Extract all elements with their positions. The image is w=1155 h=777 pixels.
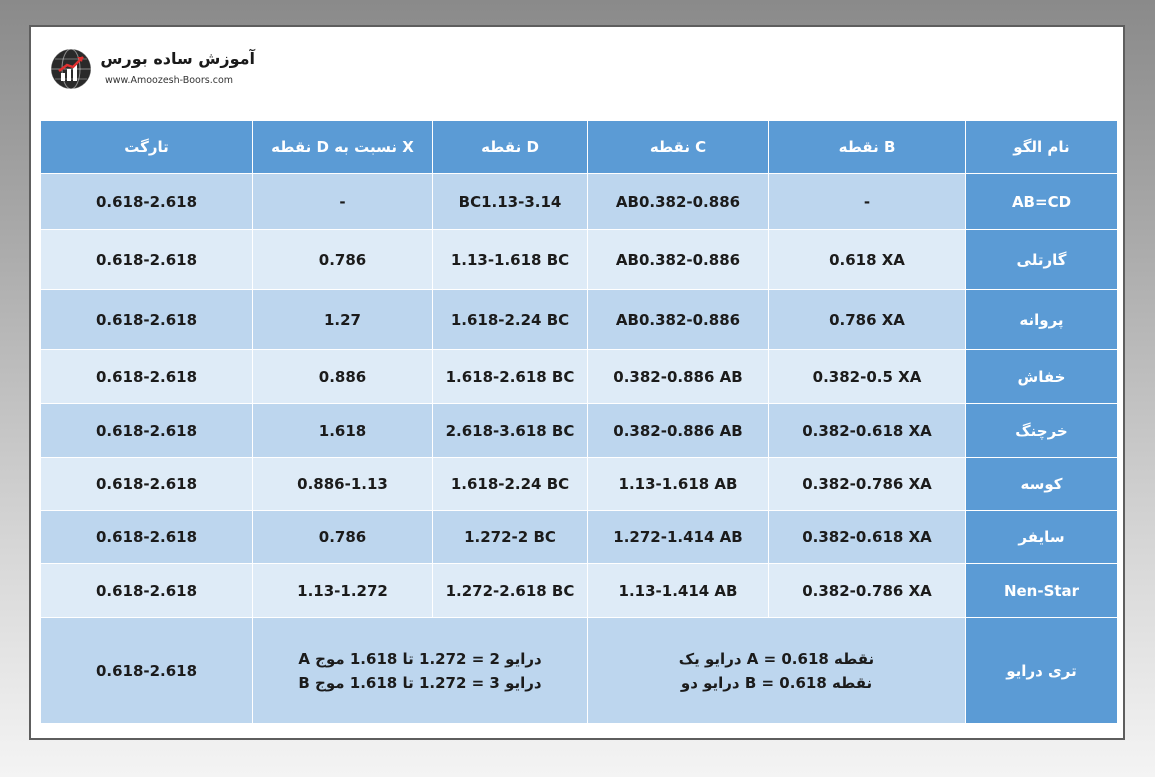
cell-pattern-name: AB=CD (966, 174, 1118, 230)
point-a-text: نقطه A = 0.618 درایو یک (678, 649, 875, 668)
cell-point-b: 0.382-0.786 XA (769, 458, 966, 511)
cell-point-b: 0.382-0.786 XA (769, 564, 966, 618)
cell-point-c: AB0.382-0.886 (588, 174, 769, 230)
table-row (41, 230, 1118, 290)
cell-drive-waves (253, 618, 588, 724)
cell-d-to-x: 1.13-1.272 (253, 564, 433, 618)
cell-pattern-name: کوسه (966, 458, 1118, 511)
cell-point-d: 1.618-2.24 BC (433, 458, 588, 511)
table-row (41, 618, 1118, 724)
cell-d-to-x: 0.786 (253, 230, 433, 290)
header-point-b: نقطه B (769, 121, 966, 174)
harmonic-patterns-table (40, 120, 1118, 724)
header-target: تارگت (41, 121, 253, 174)
cell-target: 0.618-2.618 (41, 458, 253, 511)
cell-points-ab (588, 618, 966, 724)
cell-point-d: BC1.13-3.14 (433, 174, 588, 230)
cell-d-to-x: 1.618 (253, 404, 433, 458)
header-point-c: نقطه C (588, 121, 769, 174)
cell-point-d: 1.618-2.24 BC (433, 290, 588, 350)
cell-target: 0.618-2.618 (41, 350, 253, 404)
cell-target: 0.618-2.618 (41, 290, 253, 350)
cell-point-c: 1.13-1.618 AB (588, 458, 769, 511)
cell-point-c: AB0.382-0.886 (588, 230, 769, 290)
cell-pattern-name: سایفر (966, 511, 1118, 564)
header-point-d-to-x: نقطه D نسبت به X (253, 121, 433, 174)
cell-pattern-name: خرچنگ (966, 404, 1118, 458)
cell-d-to-x: 1.27 (253, 290, 433, 350)
cell-point-b: 0.382-0.618 XA (769, 404, 966, 458)
table-row (41, 458, 1118, 511)
cell-point-c: 0.382-0.886 AB (588, 350, 769, 404)
content-card (29, 25, 1125, 740)
cell-target: 0.618-2.618 (41, 511, 253, 564)
cell-point-b: 0.786 XA (769, 290, 966, 350)
table-row (41, 511, 1118, 564)
cell-point-d: 1.272-2 BC (433, 511, 588, 564)
cell-pattern-name: Nen-Star (966, 564, 1118, 618)
cell-point-b: - (769, 174, 966, 230)
cell-point-b: 0.382-0.618 XA (769, 511, 966, 564)
cell-target: 0.618-2.618 (41, 174, 253, 230)
cell-pattern-name: تری درایو (966, 618, 1118, 724)
table-row (41, 174, 1118, 230)
table-row (41, 564, 1118, 618)
cell-point-c: 1.272-1.414 AB (588, 511, 769, 564)
table-header-row (41, 121, 1118, 174)
cell-point-d: 1.272-2.618 BC (433, 564, 588, 618)
drive-2-text: درایو 2 = 1.272 تا 1.618 موج A (298, 649, 542, 668)
table-row (41, 290, 1118, 350)
globe-chart-icon (49, 47, 93, 91)
cell-point-d: 1.618-2.618 BC (433, 350, 588, 404)
cell-d-to-x: 0.886 (253, 350, 433, 404)
cell-target: 0.618-2.618 (41, 230, 253, 290)
table-row (41, 404, 1118, 458)
cell-d-to-x: 0.886-1.13 (253, 458, 433, 511)
cell-pattern-name: پروانه (966, 290, 1118, 350)
cell-target: 0.618-2.618 (41, 404, 253, 458)
cell-point-b: 0.618 XA (769, 230, 966, 290)
logo-title: آموزش ساده بورس (100, 49, 255, 68)
drive-3-text: درایو 3 = 1.272 تا 1.618 موج B (298, 673, 542, 692)
cell-pattern-name: خفاش (966, 350, 1118, 404)
header-pattern-name: نام الگو (966, 121, 1118, 174)
cell-point-c: AB0.382-0.886 (588, 290, 769, 350)
cell-target: 0.618-2.618 (41, 618, 253, 724)
logo-url: www.Amoozesh-Boors.com (105, 75, 234, 86)
site-logo[interactable] (47, 45, 267, 105)
cell-d-to-x: - (253, 174, 433, 230)
cell-target: 0.618-2.618 (41, 564, 253, 618)
cell-point-d: 2.618-3.618 BC (433, 404, 588, 458)
table-row (41, 350, 1118, 404)
cell-point-c: 0.382-0.886 AB (588, 404, 769, 458)
cell-point-c: 1.13-1.414 AB (588, 564, 769, 618)
cell-point-b: 0.382-0.5 XA (769, 350, 966, 404)
cell-d-to-x: 0.786 (253, 511, 433, 564)
cell-point-d: 1.13-1.618 BC (433, 230, 588, 290)
header-point-d: نقطه D (433, 121, 588, 174)
point-b-text: نقطه B = 0.618 درایو دو (680, 673, 873, 692)
cell-pattern-name: گارتلی (966, 230, 1118, 290)
